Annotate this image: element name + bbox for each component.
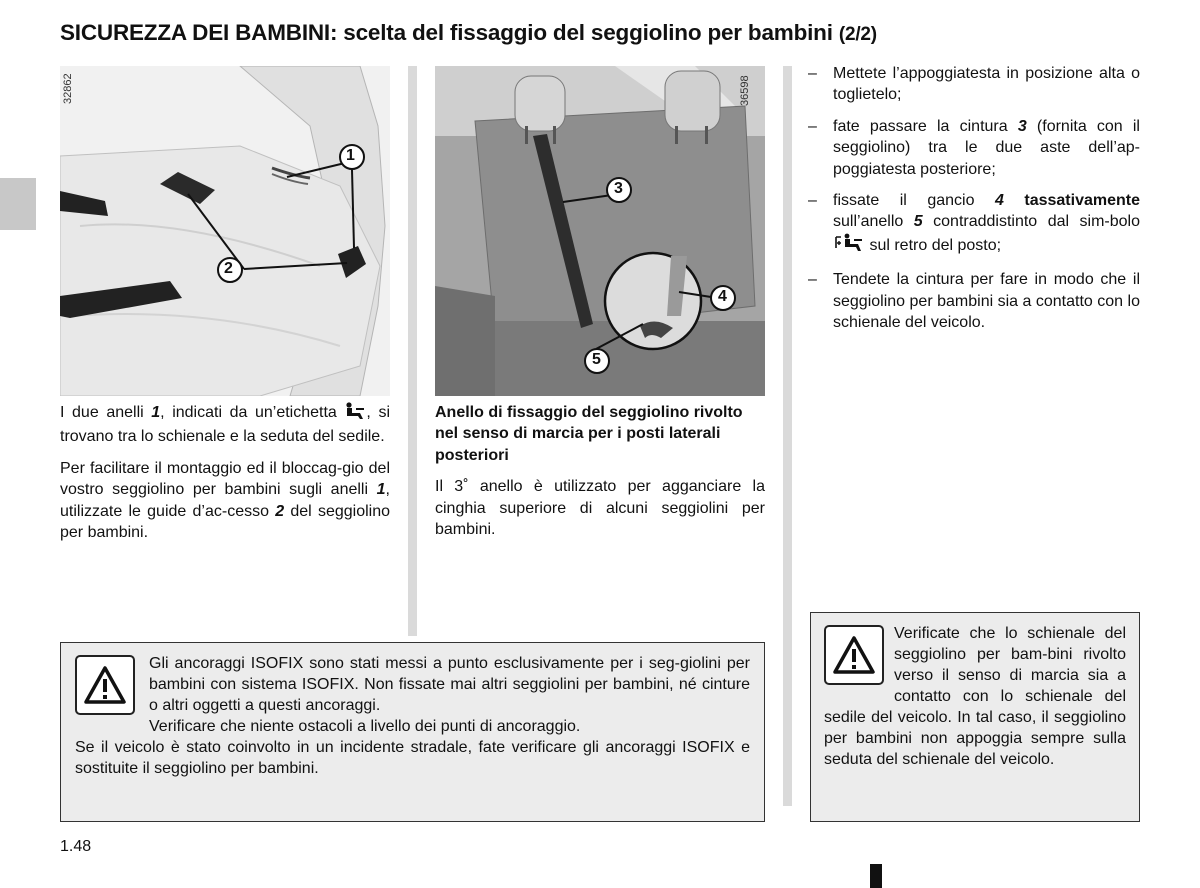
instruction-list <box>808 63 1140 333</box>
column-divider-left <box>408 66 417 636</box>
list-item: – Mettete l’appoggiatesta in posizione alta o toglietelo; <box>808 65 1140 104</box>
ref-num-3: 3 <box>1017 117 1027 135</box>
isofix-child-seat-icon <box>344 402 366 426</box>
column-divider-right <box>783 66 792 806</box>
isofix-child-seat-icon <box>833 233 865 259</box>
page-edge-marker <box>870 864 882 888</box>
callout-1: 1 <box>346 147 355 164</box>
callout-2: 2 <box>224 260 233 277</box>
figure-top-tether <box>435 66 765 396</box>
paragraph-access-guides: Per facilitare il montaggio ed il bloccag-gio del vostro seggiolino per bambini sugli anelli 1, utilizzate le guide d’ac-cesso 2 del seggiolino per bambini. <box>60 459 390 542</box>
paragraph-third-ring: Il 3˚ anello è utilizzato per agganciare la cinghia superiore di alcuni seggiolini per bambini. <box>435 478 765 539</box>
figure-ref-number: 32862 <box>62 73 74 104</box>
paragraph-isofix-rings: I due anelli 1, indicati da un’etichetta , si trovano tra lo schienale e la seduta del sedile. <box>60 404 390 446</box>
column-right-text <box>808 63 1140 343</box>
list-item: – fissate il gancio 4 tassativamente sull’anello 5 contraddistinto dal sim-bolo sul retro del posto; <box>808 190 1140 259</box>
figure-caption: Anello di fissaggio del seggiolino rivolto nel senso di marcia per i posti laterali posteriori <box>435 404 743 464</box>
ref-num-4: 4 <box>994 192 1004 210</box>
callout-3: 3 <box>614 180 623 197</box>
ref-num-5: 5 <box>913 213 923 231</box>
page-number: 1.48 <box>60 838 92 855</box>
warning-triangle-icon <box>824 625 884 685</box>
warning-box-isofix <box>60 642 765 822</box>
section-tab <box>0 178 36 230</box>
page-title <box>60 20 877 46</box>
warning-text: Verificate che lo schienale del seggiolino per bam-bini rivolto verso il senso di marcia sia a contatto con lo schienale del sedile del veicolo. In tal caso, il seggiolino per bambini non appoggia sempre sulla seduta del schienale del veicolo. <box>824 625 1126 768</box>
ref-num-1: 1 <box>376 481 386 499</box>
callout-5: 5 <box>592 351 601 368</box>
ref-num-2: 2 <box>275 502 285 520</box>
column-middle-text <box>435 402 765 550</box>
ref-num-1: 1 <box>151 404 161 421</box>
list-item: – fate passare la cintura 3 (fornita con il seggiolino) tra le due aste dell’ap-poggiatesta posteriore; <box>808 117 1140 178</box>
figure-seat-isofix <box>60 66 390 396</box>
figure-ref-number: 36598 <box>739 75 751 106</box>
title-main: SICUREZZA DEI BAMBINI: scelta del fissaggio del seggiolino per bambini <box>60 20 833 45</box>
list-item: – Tendete la cintura per fare in modo che il seggiolino per bambini sia a contatto con lo schienale del veicolo. <box>808 271 1140 332</box>
warning-triangle-icon <box>75 655 135 715</box>
callout-4: 4 <box>718 288 727 305</box>
column-left-text <box>60 402 390 553</box>
title-suffix: (2/2) <box>838 24 877 45</box>
warning-box-backrest <box>810 612 1140 822</box>
rear-seat-illustration <box>435 66 765 396</box>
seat-illustration <box>60 66 390 396</box>
warning-text: Gli ancoraggi ISOFIX sono stati messi a punto esclusivamente per i seg-giolini per bambini con sistema ISOFIX. Non fissate mai altri seggiolini per bambini, né cinture o altri oggetti a questi ancoraggi. Verificare che niente ostacoli a livello dei punti di ancoraggio. Se il veicolo è stato coinvolto in un incidente stradale, fate verificare gli ancoraggi ISOFIX e sostituite il seggiolino per bambini. <box>75 655 750 777</box>
